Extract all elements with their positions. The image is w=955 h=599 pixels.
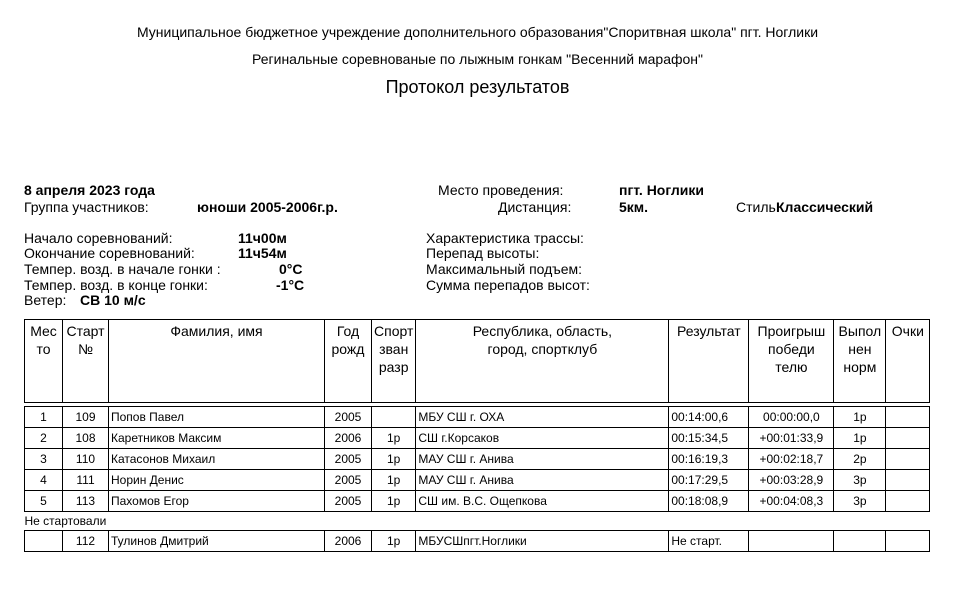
cell-region: СШ г.Корсаков <box>416 428 669 449</box>
cell-place: 5 <box>25 491 63 512</box>
cell-norm: 1р <box>834 428 886 449</box>
cell-points <box>886 449 930 470</box>
height-diff-label: Перепад высоты: <box>426 245 540 261</box>
col-year: Год рожд <box>325 320 372 403</box>
cell-rank: 1р <box>372 531 416 552</box>
cell-bib: 109 <box>63 407 109 428</box>
cell-norm: 2р <box>834 449 886 470</box>
col-result: Результат <box>669 320 749 403</box>
protocol-title: Протокол результатов <box>385 77 570 97</box>
results-table <box>24 319 930 552</box>
cell-region: МАУ СШ г. Анива <box>416 449 669 470</box>
event-title: Регинальные соревнованые по лыжным гонкам "Весенний марафон" <box>252 51 703 67</box>
cell-result: 00:16:19,3 <box>669 449 749 470</box>
event-date: 8 апреля 2023 года <box>24 182 155 198</box>
cell-bib: 110 <box>63 449 109 470</box>
col-bib: Старт № <box>63 320 109 403</box>
cell-behind: +00:04:08,3 <box>749 491 834 512</box>
cell-name: Норин Денис <box>109 470 325 491</box>
max-climb-label: Максимальный подъем: <box>426 261 583 277</box>
cell-norm: 3р <box>834 470 886 491</box>
cell-behind: +00:01:33,9 <box>749 428 834 449</box>
cell-points <box>886 407 930 428</box>
col-place: Мес то <box>25 320 63 403</box>
dns-heading: Не стартовали <box>24 514 107 528</box>
end-value: 11ч54м <box>238 245 287 261</box>
group-value: юноши 2005-2006г.р. <box>197 199 338 215</box>
cell-result: 00:14:00,6 <box>669 407 749 428</box>
cell-result: 00:15:34,5 <box>669 428 749 449</box>
col-points: Очки <box>886 320 930 403</box>
cell-region: СШ им. В.С. Ощепкова <box>416 491 669 512</box>
cell-result: Не старт. <box>669 531 749 552</box>
cell-rank: 1р <box>372 470 416 491</box>
col-behind: Проигрыш победи телю <box>749 320 834 403</box>
cell-year: 2005 <box>325 407 372 428</box>
cell-points <box>886 531 930 552</box>
cell-name: Попов Павел <box>109 407 325 428</box>
cell-place: 2 <box>25 428 63 449</box>
cell-result: 00:17:29,5 <box>669 470 749 491</box>
org-title: Муниципальное бюджетное учреждение дополнительного образования"Споритвная школа" пгт. Ноглики <box>136 24 819 40</box>
cell-place: 3 <box>25 449 63 470</box>
start-label: Начало соревнований: <box>24 230 173 246</box>
cell-year: 2005 <box>325 470 372 491</box>
cell-name: Катасонов Михаил <box>109 449 325 470</box>
cell-behind <box>749 531 834 552</box>
cell-bib: 108 <box>63 428 109 449</box>
cell-year: 2006 <box>325 531 372 552</box>
cell-place: 1 <box>25 407 63 428</box>
cell-place: 4 <box>25 470 63 491</box>
cell-norm: 1р <box>834 407 886 428</box>
cell-region: МАУ СШ г. Анива <box>416 470 669 491</box>
cell-name: Тулинов Дмитрий <box>109 531 325 552</box>
wind-label: Ветер: <box>24 292 67 308</box>
cell-behind: +00:02:18,7 <box>749 449 834 470</box>
cell-place <box>25 531 63 552</box>
cell-norm <box>834 531 886 552</box>
cell-rank <box>372 407 416 428</box>
cell-rank: 1р <box>372 449 416 470</box>
style-label: Стиль: <box>736 199 780 215</box>
start-value: 11ч00м <box>238 230 287 246</box>
cell-points <box>886 491 930 512</box>
cell-year: 2005 <box>325 449 372 470</box>
venue-label: Место проведения: <box>438 182 564 198</box>
cell-behind: +00:03:28,9 <box>749 470 834 491</box>
cell-bib: 112 <box>63 531 109 552</box>
wind-value: СВ 10 м/с <box>80 292 146 308</box>
cell-bib: 111 <box>63 470 109 491</box>
cell-bib: 113 <box>63 491 109 512</box>
cell-year: 2005 <box>325 491 372 512</box>
total-climb-label: Сумма перепадов высот: <box>426 277 590 293</box>
temp-end-label: Темпер. возд. в конце гонки: <box>24 277 208 293</box>
end-label: Окончание соревнований: <box>24 245 195 261</box>
cell-year: 2006 <box>325 428 372 449</box>
group-label: Группа участников: <box>24 199 149 215</box>
table-row <box>25 531 930 552</box>
col-norm: Выпол нен норм <box>834 320 886 403</box>
style-value: Классический <box>776 199 874 215</box>
temp-end-value: -1°С <box>276 277 305 293</box>
table-row <box>25 407 930 428</box>
track-label: Характеристика трассы: <box>426 230 584 246</box>
cell-name: Каретников Максим <box>109 428 325 449</box>
temp-start-label: Темпер. возд. в начале гонки : <box>24 261 221 277</box>
cell-rank: 1р <box>372 428 416 449</box>
temp-start-value: 0°С <box>279 261 303 277</box>
table-row <box>25 428 930 449</box>
cell-points <box>886 428 930 449</box>
col-name: Фамилия, имя <box>109 320 325 403</box>
cell-region: МБУСШпгт.Ноглики <box>416 531 669 552</box>
table-row <box>25 470 930 491</box>
cell-behind: 00:00:00,0 <box>749 407 834 428</box>
dns-heading-row <box>25 512 930 531</box>
cell-region: МБУ СШ г. ОХА <box>416 407 669 428</box>
cell-points <box>886 470 930 491</box>
cell-result: 00:18:08,9 <box>669 491 749 512</box>
venue-value: пгт. Ноглики <box>619 182 704 198</box>
cell-name: Пахомов Егор <box>109 491 325 512</box>
distance-value: 5км. <box>619 199 649 215</box>
table-header-row <box>25 320 930 403</box>
table-row <box>25 491 930 512</box>
cell-rank: 1р <box>372 491 416 512</box>
table-row <box>25 449 930 470</box>
col-rank: Спорт зван разр <box>372 320 416 403</box>
cell-norm: 3р <box>834 491 886 512</box>
col-region: Республика, область, город, спортклуб <box>416 320 669 403</box>
distance-label: Дистанция: <box>498 199 572 215</box>
